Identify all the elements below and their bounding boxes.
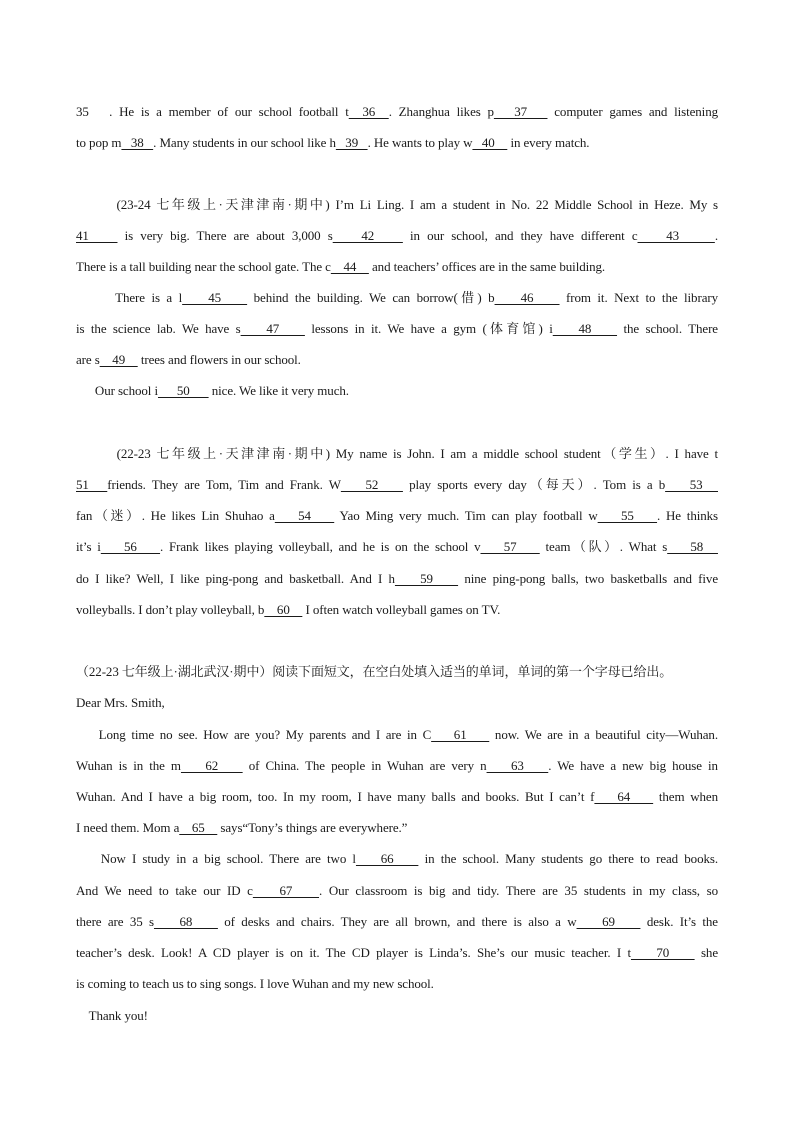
answer-blank: 37 xyxy=(493,104,548,119)
text-line: Wuhan is in the m 62 of China. The people in Wuhan are very n 63 . We have a new big house in xyxy=(76,758,718,773)
answer-blank: 45 xyxy=(182,290,248,305)
answer-blank: 69 xyxy=(576,914,641,929)
answer-blank: 40 xyxy=(472,135,508,150)
text-line: it’s i 56 . Frank likes playing volleyball, and he is on the school v 57 team（队）. What s 58 xyxy=(76,539,718,554)
answer-blank: 56 xyxy=(100,539,161,554)
answer-blank: 50 xyxy=(157,383,209,398)
text-line: are s 49 trees and flowers in our school. xyxy=(76,352,301,367)
text-line: volleyballs. I don’t play volleyball, b 60 I often watch volleyball games on TV. xyxy=(76,602,501,617)
text-line: Wuhan. And I have a big room, too. In my room, I have many balls and books. But I can’t f 64 them when xyxy=(76,789,718,804)
answer-blank: 38 xyxy=(121,135,154,150)
answer-blank: 47 xyxy=(240,321,305,336)
answer-blank: 49 xyxy=(99,352,138,367)
answer-blank: 54 xyxy=(274,508,335,523)
answer-blank: 36 xyxy=(348,104,389,119)
answer-blank: 41 xyxy=(76,228,118,243)
text-line: Long time no see. How are you? My parents and I are in C 61 now. We are in a beautiful city—Wuhan. xyxy=(76,727,718,742)
letter-closing: Thank you! xyxy=(76,1008,148,1023)
answer-blank: 48 xyxy=(552,321,618,336)
answer-blank: 63 xyxy=(486,758,549,773)
section-intro-line: (23-24 七年级上·天津津南·期中) I’m Li Ling. I am a student in No. 22 Middle School in Heze. My s xyxy=(76,197,718,212)
answer-blank: 44 xyxy=(330,259,369,274)
text-line: Our school i 50 nice. We like it very much. xyxy=(76,383,349,398)
answer-blank: 59 xyxy=(394,571,459,586)
answer-blank: 64 xyxy=(594,789,654,804)
letter-salutation: Dear Mrs. Smith, xyxy=(76,695,165,710)
text-line: 35 . He is a member of our school football t 36 . Zhanghua likes p 37 computer games and listening xyxy=(76,104,718,119)
answer-blank: 60 xyxy=(264,602,303,617)
text-line: there are 35 s 68 of desks and chairs. They are all brown, and there is also a w 69 desk. It’s the xyxy=(76,914,718,929)
answer-blank: 55 xyxy=(597,508,658,523)
text-line: is coming to teach us to sing songs. I love Wuhan and my new school. xyxy=(76,976,434,991)
text-line: to pop m 38 . Many students in our school like h 39 . He wants to play w 40 in every match. xyxy=(76,135,590,150)
answer-blank: 57 xyxy=(480,539,540,554)
section-instruction: （22-23 七年级上·湖北武汉·期中）阅读下面短文，在空白处填入适当的单词，单词的第一个字母已给出。 xyxy=(76,664,673,679)
answer-blank: 52 xyxy=(340,477,403,492)
text-line: And We need to take our ID c 67 . Our classroom is big and tidy. There are 35 students in my class, so xyxy=(76,883,718,898)
answer-blank: 58 xyxy=(667,539,718,554)
text-line: There is a tall building near the school gate. The c 44 and teachers’ offices are in the same building. xyxy=(76,259,606,274)
answer-blank: 68 xyxy=(153,914,218,929)
answer-blank: 42 xyxy=(332,228,403,243)
text-line: fan（迷）. He likes Lin Shuhao a 54 Yao Ming very much. Tim can play football w 55 . He thinks xyxy=(76,508,718,523)
answer-blank: 70 xyxy=(630,945,695,960)
text-line: There is a l 45 behind the building. We can borrow(借) b 46 from it. Next to the library xyxy=(76,290,718,305)
text-line: teacher’s desk. Look! A CD player is on it. The CD player is Linda’s. She’s our music teacher. I t 70 she xyxy=(76,945,718,960)
text-line: do I like? Well, I like ping-pong and basketball. And I h 59 nine ping-pong balls, two basketballs and five xyxy=(76,571,718,586)
answer-blank: 62 xyxy=(180,758,243,773)
answer-blank: 51 xyxy=(76,477,108,492)
answer-blank: 53 xyxy=(665,477,718,492)
text-line: Now I study in a big school. There are two l 66 in the school. Many students go there to read books. xyxy=(76,851,718,866)
section-intro-line: (22-23 七年级上·天津津南·期中) My name is John. I am a middle school student（学生）. I have t xyxy=(76,446,718,461)
text-line: I need them. Mom a 65 says“Tony’s things are everywhere.” xyxy=(76,820,408,835)
answer-blank: 65 xyxy=(179,820,218,835)
answer-blank: 61 xyxy=(431,727,490,742)
answer-blank: 67 xyxy=(252,883,320,898)
answer-blank: 39 xyxy=(335,135,368,150)
answer-blank: 43 xyxy=(637,228,715,243)
answer-blank: 66 xyxy=(355,851,419,866)
answer-blank: 46 xyxy=(494,290,560,305)
text-line: 41 is very big. There are about 3,000 s 42 in our school, and they have different c 43 . xyxy=(76,228,718,243)
text-line: 51 friends. They are Tom, Tim and Frank. W 52 play sports every day（每天）. Tom is a b 53 xyxy=(76,477,718,492)
text-line: is the science lab. We have s 47 lessons in it. We have a gym (体育馆) i 48 the school. There xyxy=(76,321,718,336)
